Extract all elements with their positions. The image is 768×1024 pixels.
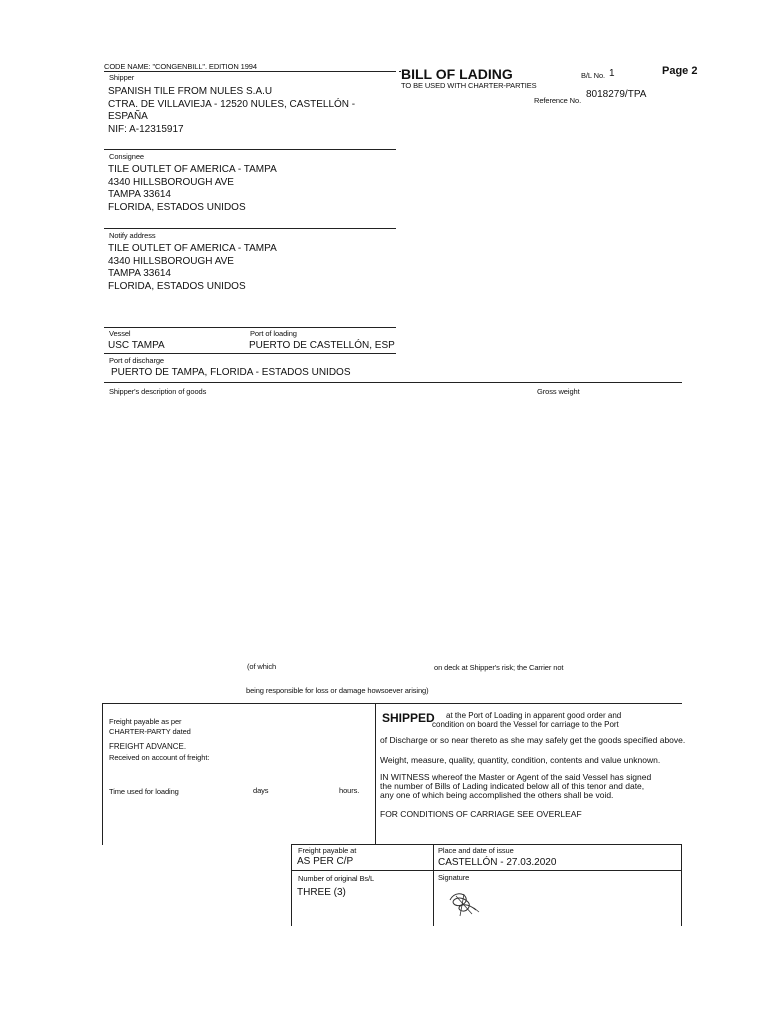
freight-payable-at-label: Freight payable at [298, 846, 357, 855]
shipped-line-2: condition on board the Vessel for carriage to the Port [432, 720, 619, 729]
conditions-note: FOR CONDITIONS OF CARRIAGE SEE OVERLEAF [380, 809, 582, 819]
divider [104, 71, 396, 72]
box-border [291, 844, 292, 926]
notify-line: TAMPA 33614 [108, 268, 171, 279]
vessel-value: USC TAMPA [108, 340, 165, 351]
on-deck-text: on deck at Shipper's risk; the Carrier not [434, 663, 564, 672]
shipped-line-3: of Discharge or so near thereto as she may safely get the goods specified above. [380, 735, 686, 745]
consignee-line: TILE OUTLET OF AMERICA - TAMPA [108, 164, 277, 175]
port-loading-label: Port of loading [250, 329, 297, 338]
divider [399, 71, 401, 72]
consignee-line: FLORIDA, ESTADOS UNIDOS [108, 201, 246, 213]
not-responsible-text: being responsible for loss or damage howsoever arising) [246, 686, 429, 695]
divider [104, 327, 396, 328]
page-number: Page 2 [662, 65, 698, 77]
notify-line: FLORIDA, ESTADOS UNIDOS [108, 280, 246, 292]
consignee-line: TAMPA 33614 [108, 189, 171, 200]
vessel-label: Vessel [109, 329, 131, 338]
time-used-label: Time used for loading [109, 787, 179, 796]
shipper-line: NIF: A-12315917 [108, 123, 184, 135]
divider [291, 870, 682, 871]
box-border [102, 703, 103, 845]
divider [102, 703, 682, 704]
bl-no-label: B/L No. [581, 71, 606, 80]
box-border [433, 844, 434, 926]
reference-label: Reference No. [534, 96, 582, 105]
consignee-label: Consignee [109, 152, 144, 161]
shipper-line: ESPAÑA [108, 111, 148, 122]
notify-address [108, 243, 277, 293]
notify-label: Notify address [109, 231, 156, 240]
notify-line: 4340 HILLSBOROUGH AVE [108, 255, 234, 267]
divider [291, 844, 682, 845]
shipper-line: SPANISH TILE FROM NULES S.A.U [108, 86, 273, 97]
received-on-account: Received on account of freight: [109, 753, 210, 762]
reference-value: 8018279/TPA [586, 89, 647, 100]
witness-line-1: IN WITNESS whereof the Master or Agent of the said Vessel has signed [380, 772, 652, 782]
witness-line-2: the number of Bills of Lading indicated below all of this tenor and date, [380, 781, 645, 791]
box-border [375, 703, 376, 845]
divider [104, 149, 396, 150]
divider [104, 228, 396, 229]
of-which-text: (of which [247, 662, 277, 671]
notify-line: TILE OUTLET OF AMERICA - TAMPA [108, 243, 277, 254]
shipper-line: CTRA. DE VILLAVIEJA - 12520 NULES, CASTELLÓN - [108, 98, 356, 110]
hours-label: hours. [339, 786, 360, 795]
days-label: days [253, 786, 269, 795]
place-date-value: CASTELLÓN - 27.03.2020 [438, 857, 557, 868]
signature-label: Signature [438, 873, 470, 882]
charter-party-dated: CHARTER-PARTY dated [109, 727, 191, 736]
shipper-label: Shipper [109, 73, 135, 82]
shipped-line-4: Weight, measure, quality, quantity, condition, contents and value unknown. [380, 755, 661, 765]
place-date-label: Place and date of issue [438, 846, 514, 855]
freight-payable-at-value: AS PER C/P [297, 856, 354, 867]
document-subtitle: TO BE USED WITH CHARTER-PARTIES [401, 81, 537, 90]
port-discharge-label: Port of discharge [109, 356, 164, 365]
freight-payable-as-per: Freight payable as per [109, 717, 182, 726]
gross-weight-label: Gross weight [537, 387, 580, 396]
shipped-heading: SHIPPED [382, 711, 435, 725]
signature-mark [446, 888, 482, 920]
divider [104, 382, 682, 383]
originals-value: THREE (3) [297, 887, 346, 898]
box-border [681, 844, 682, 926]
freight-advance: FREIGHT ADVANCE. [109, 742, 187, 751]
goods-description-label: Shipper's description of goods [109, 387, 207, 396]
port-discharge-value: PUERTO DE TAMPA, FLORIDA - ESTADOS UNIDOS [111, 367, 351, 378]
witness-line-3: any one of which being accomplished the others shall be void. [380, 790, 614, 800]
code-name: CODE NAME: "CONGENBILL". EDITION 1994 [104, 62, 257, 71]
bl-no-value: 1 [609, 68, 615, 79]
divider [104, 353, 396, 354]
document-title: BILL OF LADING [401, 66, 513, 82]
shipper-address [108, 86, 355, 136]
shipped-line-1: at the Port of Loading in apparent good order and [446, 711, 622, 720]
consignee-line: 4340 HILLSBOROUGH AVE [108, 176, 234, 188]
port-loading-value: PUERTO DE CASTELLÓN, ESP [249, 340, 395, 351]
consignee-address [108, 164, 277, 214]
originals-label: Number of original Bs/L [298, 874, 375, 883]
